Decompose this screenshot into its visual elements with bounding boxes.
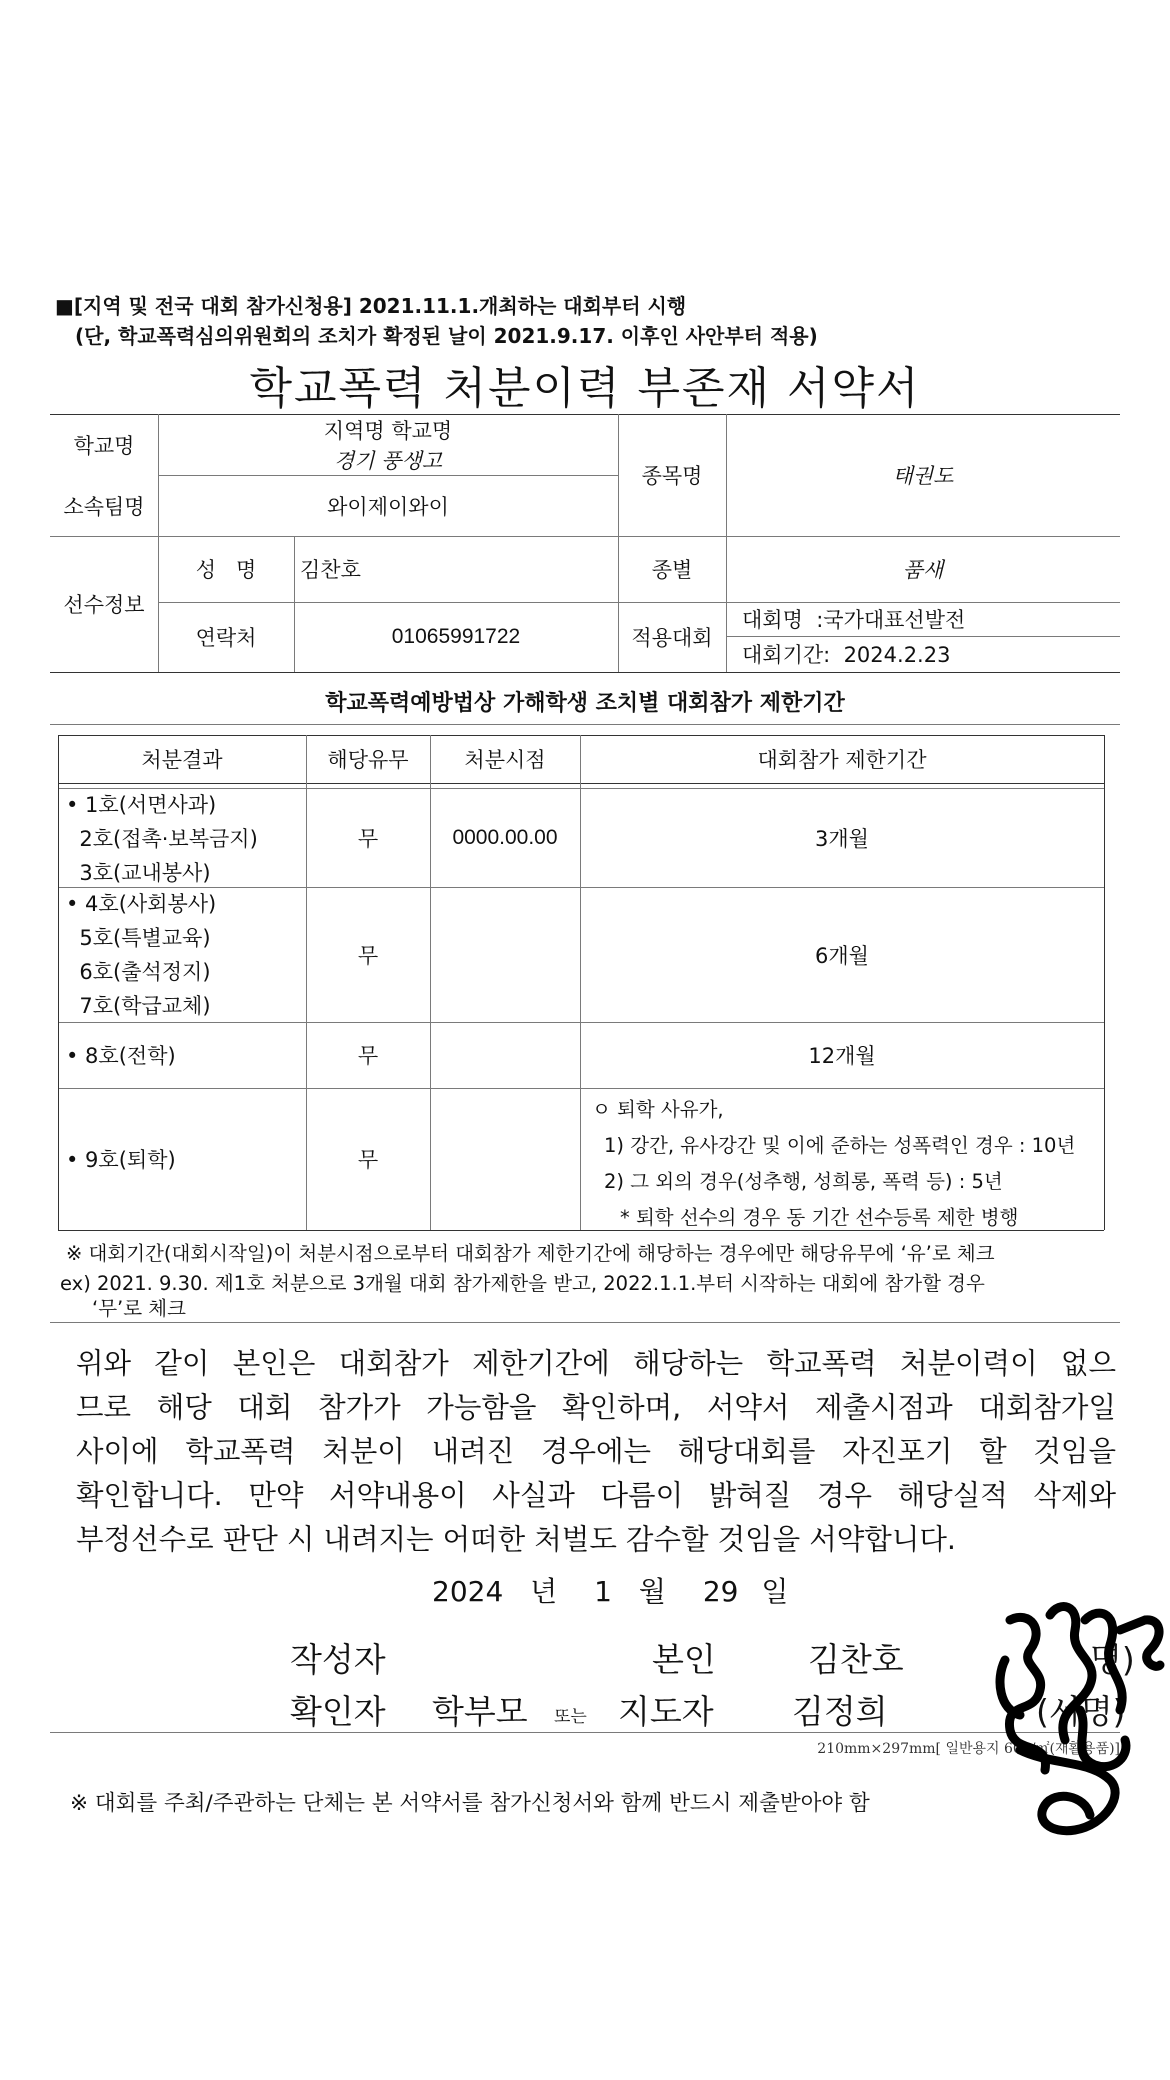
school-label: 학교명 bbox=[73, 433, 135, 458]
table-row-2-period: 6개월 bbox=[815, 943, 869, 968]
name-value: 김찬호 bbox=[300, 558, 361, 582]
writer-sign-tail: 명) bbox=[1090, 1640, 1135, 1679]
self-label: 본인 bbox=[652, 1640, 716, 1679]
table-row-3-measures: • 8호(전학) bbox=[66, 1044, 176, 1068]
confirmer-name: 김정희 bbox=[792, 1692, 888, 1731]
parent-label: 학부모 bbox=[432, 1692, 528, 1731]
note-example-cont: ‘무’로 체크 bbox=[92, 1297, 186, 1320]
table-row-2-measures: • 4호(사회봉사) 5호(특별교육) 6호(출석정지) 7호(학급교체) bbox=[66, 892, 217, 1018]
school-header: 지역명 학교명 bbox=[323, 418, 453, 443]
pledge-line: 위와 같이 본인은 대회참가 제한기간에 해당하는 학교폭력 처분이력이 없으 bbox=[76, 1347, 1116, 1380]
header-result: 처분결과 bbox=[141, 748, 223, 772]
applied-competition-label: 적용대회 bbox=[631, 626, 713, 650]
school-value: 경기 풍생고 bbox=[333, 448, 443, 473]
header-period: 대회참가 제한기간 bbox=[757, 748, 927, 772]
event-label: 종목명 bbox=[641, 464, 703, 488]
handwritten-signature bbox=[990, 1590, 1170, 1850]
table-row-2-status: 무 bbox=[357, 943, 379, 968]
table-row-4-status: 무 bbox=[357, 1148, 379, 1172]
confirmer-label: 확인자 bbox=[290, 1692, 386, 1731]
or-label: 또는 bbox=[554, 1707, 587, 1727]
confirmer-sign-label: (서명) bbox=[1036, 1692, 1126, 1731]
name-label: 성 명 bbox=[195, 558, 257, 582]
writer-label: 작성자 bbox=[290, 1640, 386, 1679]
document-title: 학교폭력 처분이력 부존재 서약서 bbox=[249, 363, 921, 414]
header-applicable: 해당유무 bbox=[327, 748, 409, 772]
pledge-date: 2024 년 1 월 29 일 bbox=[432, 1575, 789, 1608]
coach-label: 지도자 bbox=[618, 1692, 714, 1731]
notice-line-1: ■[지역 및 전국 대회 참가신청용] 2021.11.1.개최하는 대회부터 시행 bbox=[55, 294, 687, 318]
note-check-rule: ※ 대회기간(대회시작일)이 처분시점으로부터 대회참가 제한기간에 해당하는 경우에만 해당유무에 ‘유’로 체크 bbox=[66, 1242, 995, 1265]
table-row-1-date: 0000.00.00 bbox=[452, 825, 558, 849]
pledge-line: 므로 해당 대회 참가가 가능함을 확인하며, 서약서 제출시점과 대회참가일 bbox=[76, 1391, 1116, 1424]
school-cell bbox=[158, 414, 618, 475]
competition-name: 대회명 :국가대표선발전 bbox=[742, 608, 966, 632]
writer-name: 김찬호 bbox=[808, 1640, 904, 1679]
event-value: 태권도 bbox=[892, 464, 954, 488]
team-value: 와이제이와이 bbox=[327, 494, 449, 519]
category-label: 종별 bbox=[651, 558, 693, 582]
contact-label: 연락처 bbox=[195, 626, 257, 650]
player-info-label: 선수정보 bbox=[63, 593, 145, 617]
table-row-4-period: ㅇ 퇴학 사유가, 1) 강간, 유사강간 및 이에 준하는 성폭력인 경우 : 10년 2) 그 외의 경우(성추행, 성희롱, 폭력 등) : 5년 * 퇴학 선수의 경우 동 기간 선수등록 제한 병행 bbox=[592, 1098, 1076, 1229]
pledge-paragraph bbox=[76, 1342, 1116, 1562]
pledge-line: 사이에 학교폭력 처분이 내려진 경우에는 해당대회를 자진포기 할 것임을 bbox=[76, 1435, 1116, 1468]
category-value: 품새 bbox=[902, 558, 944, 582]
table-row-3-status: 무 bbox=[357, 1044, 379, 1068]
table-row-1-status: 무 bbox=[357, 826, 379, 851]
table-row-3-date bbox=[430, 1022, 580, 1088]
table-row-4-date bbox=[430, 1088, 580, 1230]
competition-period: 대회기간: 2024.2.23 bbox=[742, 643, 951, 667]
note-example: ex) 2021. 9.30. 제1호 처분으로 3개월 대회 참가제한을 받고, 2022.1.1.부터 시작하는 대회에 참가할 경우 bbox=[60, 1272, 985, 1295]
table-row-3-period: 12개월 bbox=[808, 1044, 876, 1068]
paper-size-label: 210mm×297mm[ 일반용지 60g/㎡(재활용품)] bbox=[817, 1741, 1120, 1757]
table-row-2-date bbox=[430, 887, 580, 1022]
bottom-note: ※ 대회를 주최/주관하는 단체는 본 서약서를 참가신청서와 함께 반드시 제출받아야 함 bbox=[70, 1791, 870, 1816]
notice-line-2: (단, 학교폭력심의위원회의 조치가 확정된 날이 2021.9.17. 이후인 사안부터 적용) bbox=[75, 324, 818, 348]
team-label: 소속팀명 bbox=[63, 494, 145, 519]
table-row-4-measures: • 9호(퇴학) bbox=[66, 1148, 176, 1172]
contact-value: 01065991722 bbox=[391, 625, 521, 648]
pledge-last-line: 부정선수로 판단 시 내려지는 어떠한 처벌도 감수할 것임을 서약합니다. bbox=[76, 1523, 956, 1556]
pledge-line: 확인합니다. 만약 서약내용이 사실과 다름이 밝혀질 경우 해당실적 삭제와 bbox=[76, 1479, 1116, 1512]
table-row-1-period: 3개월 bbox=[815, 826, 869, 851]
restriction-heading: 학교폭력예방법상 가해학생 조치별 대회참가 제한기간 bbox=[325, 691, 845, 716]
table-row-1-measures: • 1호(서면사과) 2호(접촉·보복금지) 3호(교내봉사) bbox=[66, 793, 258, 885]
header-date: 처분시점 bbox=[464, 748, 546, 772]
